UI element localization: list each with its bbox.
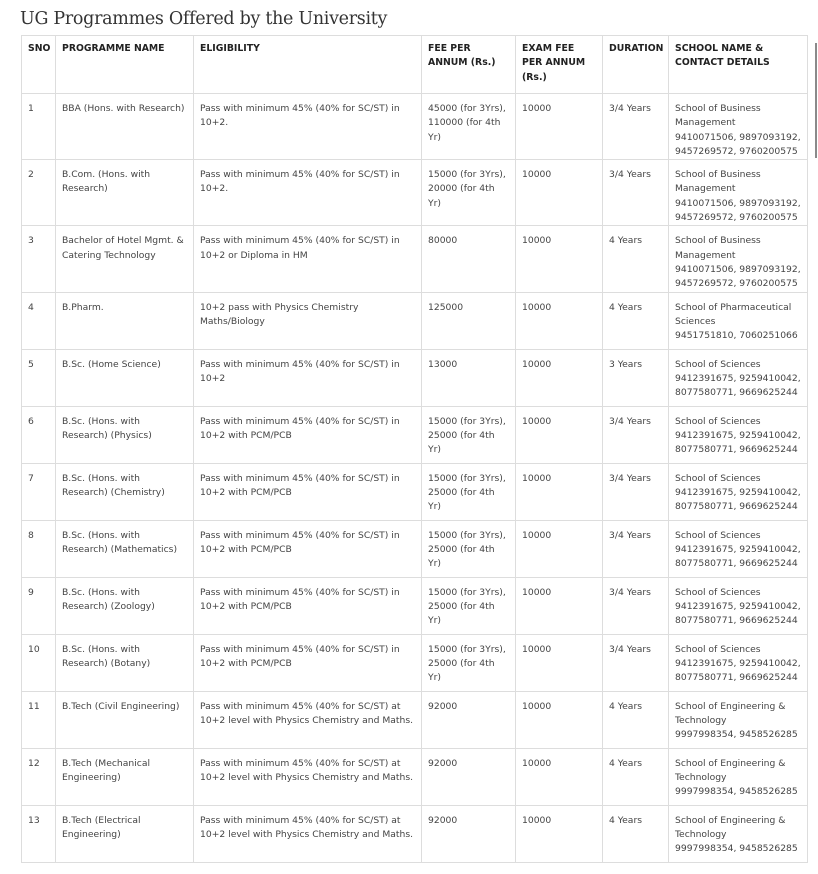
school-name: School of Pharmaceutical Sciences xyxy=(675,301,792,327)
page-title: UG Programmes Offered by the University xyxy=(20,9,388,29)
cell-exam-fee: 10000 xyxy=(516,292,603,349)
cell-school-contact xyxy=(669,691,808,748)
cell-eligibility: Pass with minimum 45% (40% for SC/ST) at 10+2 level with Physics Chemistry and Maths. xyxy=(194,805,422,862)
cell-exam-fee: 10000 xyxy=(516,691,603,748)
cell-duration: 4 Years xyxy=(603,748,669,805)
header-exam-fee: EXAM FEE PER ANNUM (Rs.) xyxy=(516,36,603,94)
table-row xyxy=(22,805,808,862)
table-header-row xyxy=(22,36,808,94)
school-name: School of Sciences xyxy=(675,358,761,370)
cell-sno: 10 xyxy=(22,634,56,691)
cell-eligibility: Pass with minimum 45% (40% for SC/ST) at 10+2 level with Physics Chemistry and Maths. xyxy=(194,748,422,805)
contact-numbers: 9410071506, 9897093192, 9457269572, 9760200575 xyxy=(675,131,801,157)
cell-exam-fee: 10000 xyxy=(516,463,603,520)
table-row xyxy=(22,349,808,406)
cell-eligibility: Pass with minimum 45% (40% for SC/ST) in 10+2 with PCM/PCB xyxy=(194,463,422,520)
table-body xyxy=(22,94,808,863)
cell-exam-fee: 10000 xyxy=(516,160,603,226)
cell-duration: 4 Years xyxy=(603,805,669,862)
table-row xyxy=(22,520,808,577)
cell-programme-name: B.Tech (Civil Engineering) xyxy=(56,691,194,748)
cell-eligibility: Pass with minimum 45% (40% for SC/ST) in 10+2 xyxy=(194,349,422,406)
cell-exam-fee: 10000 xyxy=(516,94,603,160)
cell-eligibility: Pass with minimum 45% (40% for SC/ST) in 10+2. xyxy=(194,94,422,160)
cell-fee: 80000 xyxy=(422,226,516,292)
cell-eligibility: Pass with minimum 45% (40% for SC/ST) in 10+2 with PCM/PCB xyxy=(194,634,422,691)
cell-eligibility: Pass with minimum 45% (40% for SC/ST) in 10+2. xyxy=(194,160,422,226)
cell-eligibility: Pass with minimum 45% (40% for SC/ST) in 10+2 with PCM/PCB xyxy=(194,577,422,634)
cell-school-contact xyxy=(669,463,808,520)
cell-duration: 3/4 Years xyxy=(603,463,669,520)
cell-programme-name: B.Sc. (Home Science) xyxy=(56,349,194,406)
cell-sno: 12 xyxy=(22,748,56,805)
cell-fee: 15000 (for 3Yrs), 25000 (for 4th Yr) xyxy=(422,463,516,520)
cell-exam-fee: 10000 xyxy=(516,349,603,406)
header-fee-per-annum: FEE PER ANNUM (Rs.) xyxy=(422,36,516,94)
cell-fee: 15000 (for 3Yrs), 25000 (for 4th Yr) xyxy=(422,520,516,577)
cell-sno: 1 xyxy=(22,94,56,160)
table-row xyxy=(22,292,808,349)
cell-school-contact xyxy=(669,292,808,349)
cell-exam-fee: 10000 xyxy=(516,577,603,634)
cell-fee: 15000 (for 3Yrs), 20000 (for 4th Yr) xyxy=(422,160,516,226)
cell-sno: 8 xyxy=(22,520,56,577)
cell-programme-name: B.Com. (Hons. with Research) xyxy=(56,160,194,226)
cell-school-contact xyxy=(669,748,808,805)
table-row xyxy=(22,406,808,463)
cell-eligibility: Pass with minimum 45% (40% for SC/ST) at 10+2 level with Physics Chemistry and Maths. xyxy=(194,691,422,748)
cell-fee: 92000 xyxy=(422,805,516,862)
table-row xyxy=(22,160,808,226)
cell-eligibility: Pass with minimum 45% (40% for SC/ST) in 10+2 with PCM/PCB xyxy=(194,520,422,577)
cell-sno: 6 xyxy=(22,406,56,463)
cell-programme-name: B.Sc. (Hons. with Research) (Botany) xyxy=(56,634,194,691)
cell-exam-fee: 10000 xyxy=(516,805,603,862)
table-row xyxy=(22,463,808,520)
programmes-table xyxy=(21,35,808,863)
cell-fee: 92000 xyxy=(422,748,516,805)
cell-sno: 13 xyxy=(22,805,56,862)
scrollbar-edge xyxy=(815,43,817,158)
cell-programme-name: BBA (Hons. with Research) xyxy=(56,94,194,160)
school-name: School of Sciences xyxy=(675,415,761,427)
cell-duration: 3 Years xyxy=(603,349,669,406)
contact-numbers: 9412391675, 9259410042, 8077580771, 9669625244 xyxy=(675,429,801,456)
cell-fee: 15000 (for 3Yrs), 25000 (for 4th Yr) xyxy=(422,577,516,634)
cell-programme-name: B.Tech (Electrical Engineering) xyxy=(56,805,194,862)
contact-numbers: 9410071506, 9897093192, 9457269572, 9760200575 xyxy=(675,197,801,224)
cell-school-contact xyxy=(669,520,808,577)
contact-numbers: 9410071506, 9897093192, 9457269572, 9760200575 xyxy=(675,263,801,290)
cell-programme-name: B.Sc. (Hons. with Research) (Mathematics) xyxy=(56,520,194,577)
school-name: School of Business Management xyxy=(675,169,761,195)
programmes-table-container xyxy=(21,35,808,863)
cell-duration: 3/4 Years xyxy=(603,520,669,577)
school-name: School of Engineering & Technology xyxy=(675,757,786,783)
cell-duration: 4 Years xyxy=(603,226,669,292)
cell-sno: 5 xyxy=(22,349,56,406)
cell-eligibility: Pass with minimum 45% (40% for SC/ST) in 10+2 with PCM/PCB xyxy=(194,406,422,463)
table-row xyxy=(22,748,808,805)
cell-sno: 11 xyxy=(22,691,56,748)
contact-numbers: 9997998354, 9458526285 xyxy=(675,843,798,855)
cell-duration: 3/4 Years xyxy=(603,160,669,226)
school-name: School of Business Management xyxy=(675,235,761,261)
cell-school-contact xyxy=(669,160,808,226)
header-eligibility: ELIGIBILITY xyxy=(194,36,422,94)
cell-exam-fee: 10000 xyxy=(516,406,603,463)
contact-numbers: 9412391675, 9259410042, 8077580771, 9669625244 xyxy=(675,543,801,570)
table-row xyxy=(22,691,808,748)
header-sno: SNO xyxy=(22,36,56,94)
cell-exam-fee: 10000 xyxy=(516,748,603,805)
cell-duration: 3/4 Years xyxy=(603,94,669,160)
header-school-contact: SCHOOL NAME & CONTACT DETAILS xyxy=(669,36,808,94)
table-row xyxy=(22,577,808,634)
cell-duration: 4 Years xyxy=(603,691,669,748)
table-row xyxy=(22,226,808,292)
contact-numbers: 9412391675, 9259410042, 8077580771, 9669625244 xyxy=(675,600,801,627)
header-programme-name: PROGRAMME NAME xyxy=(56,36,194,94)
school-name: School of Sciences xyxy=(675,586,761,598)
school-name: School of Sciences xyxy=(675,643,761,655)
cell-programme-name: B.Tech (Mechanical Engineering) xyxy=(56,748,194,805)
cell-programme-name: B.Sc. (Hons. with Research) (Chemistry) xyxy=(56,463,194,520)
contact-numbers: 9412391675, 9259410042, 8077580771, 9669625244 xyxy=(675,372,801,399)
school-name: School of Business Management xyxy=(675,103,761,129)
cell-fee: 15000 (for 3Yrs), 25000 (for 4th Yr) xyxy=(422,634,516,691)
cell-programme-name: B.Pharm. xyxy=(56,292,194,349)
cell-school-contact xyxy=(669,226,808,292)
contact-numbers: 9412391675, 9259410042, 8077580771, 9669625244 xyxy=(675,657,801,684)
school-name: School of Sciences xyxy=(675,472,761,484)
table-row xyxy=(22,634,808,691)
cell-school-contact xyxy=(669,349,808,406)
cell-exam-fee: 10000 xyxy=(516,520,603,577)
cell-fee: 13000 xyxy=(422,349,516,406)
cell-exam-fee: 10000 xyxy=(516,226,603,292)
cell-duration: 3/4 Years xyxy=(603,577,669,634)
school-name: School of Sciences xyxy=(675,529,761,541)
cell-school-contact xyxy=(669,577,808,634)
cell-duration: 3/4 Years xyxy=(603,634,669,691)
cell-school-contact xyxy=(669,805,808,862)
cell-sno: 4 xyxy=(22,292,56,349)
cell-sno: 9 xyxy=(22,577,56,634)
contact-numbers: 9997998354, 9458526285 xyxy=(675,729,798,741)
cell-eligibility: 10+2 pass with Physics Chemistry Maths/Biology xyxy=(194,292,422,349)
header-duration: DURATION xyxy=(603,36,669,94)
contact-numbers: 9412391675, 9259410042, 8077580771, 9669625244 xyxy=(675,486,801,513)
cell-programme-name: Bachelor of Hotel Mgmt. & Catering Technology xyxy=(56,226,194,292)
cell-school-contact xyxy=(669,94,808,160)
cell-programme-name: B.Sc. (Hons. with Research) (Zoology) xyxy=(56,577,194,634)
cell-duration: 4 Years xyxy=(603,292,669,349)
cell-fee: 15000 (for 3Yrs), 25000 (for 4th Yr) xyxy=(422,406,516,463)
table-row xyxy=(22,94,808,160)
cell-fee: 45000 (for 3Yrs), 110000 (for 4th Yr) xyxy=(422,94,516,160)
cell-fee: 92000 xyxy=(422,691,516,748)
cell-school-contact xyxy=(669,634,808,691)
cell-sno: 3 xyxy=(22,226,56,292)
cell-fee: 125000 xyxy=(422,292,516,349)
contact-numbers: 9997998354, 9458526285 xyxy=(675,786,798,798)
cell-sno: 7 xyxy=(22,463,56,520)
school-name: School of Engineering & Technology xyxy=(675,700,786,726)
school-name: School of Engineering & Technology xyxy=(675,814,786,840)
cell-sno: 2 xyxy=(22,160,56,226)
cell-programme-name: B.Sc. (Hons. with Research) (Physics) xyxy=(56,406,194,463)
cell-duration: 3/4 Years xyxy=(603,406,669,463)
cell-eligibility: Pass with minimum 45% (40% for SC/ST) in 10+2 or Diploma in HM xyxy=(194,226,422,292)
cell-school-contact xyxy=(669,406,808,463)
cell-exam-fee: 10000 xyxy=(516,634,603,691)
contact-numbers: 9451751810, 7060251066 xyxy=(675,330,798,342)
